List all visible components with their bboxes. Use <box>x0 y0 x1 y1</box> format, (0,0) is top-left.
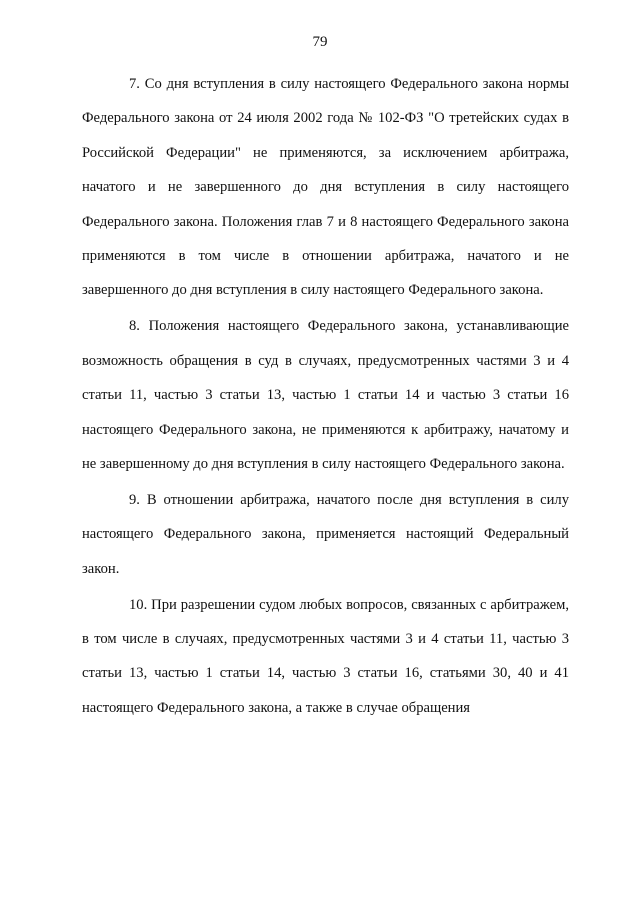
paragraph-7: 7. Со дня вступления в силу настоящего Федерального закона нормы Федерального закона от 24 июля 2002 года № 102-ФЗ "О третейских судах в Российской Федерации" не применяются, за исключением арбитража, начатого и не завершенного до дня вступления в силу настоящего Федерального закона. Положения глав 7 и 8 настоящего Федерального закона применяются в том числе в отношении арбитража, начатого и не завершенного до дня вступления в силу настоящего Федерального закона. <box>82 76 569 299</box>
document-body <box>82 67 569 725</box>
paragraph-10: 10. При разрешении судом любых вопросов, связанных с арбитражем, в том числе в случаях, предусмотренных частями 3 и 4 статьи 11, частью 3 статьи 13, частью 1 статьи 14, частью 3 статьи 16, статьями 30, 40 и 41 настоящего Федерального закона, а также в случае обращения <box>82 596 569 716</box>
page-number: 79 <box>312 34 328 50</box>
paragraph-8: 8. Положения настоящего Федерального закона, устанавливающие возможность обращения в суд в случаях, предусмотренных частями 3 и 4 статьи 11, частью 3 статьи 13, частью 1 статьи 14 и частью 3 статьи 16 настоящего Федерального закона, не применяются к арбитражу, начатому и не завершенному до дня вступления в силу настоящего Федерального закона. <box>82 318 569 472</box>
paragraph-9: 9. В отношении арбитража, начатого после дня вступления в силу настоящего Федерального закона, применяется настоящий Федеральный закон. <box>82 491 569 577</box>
